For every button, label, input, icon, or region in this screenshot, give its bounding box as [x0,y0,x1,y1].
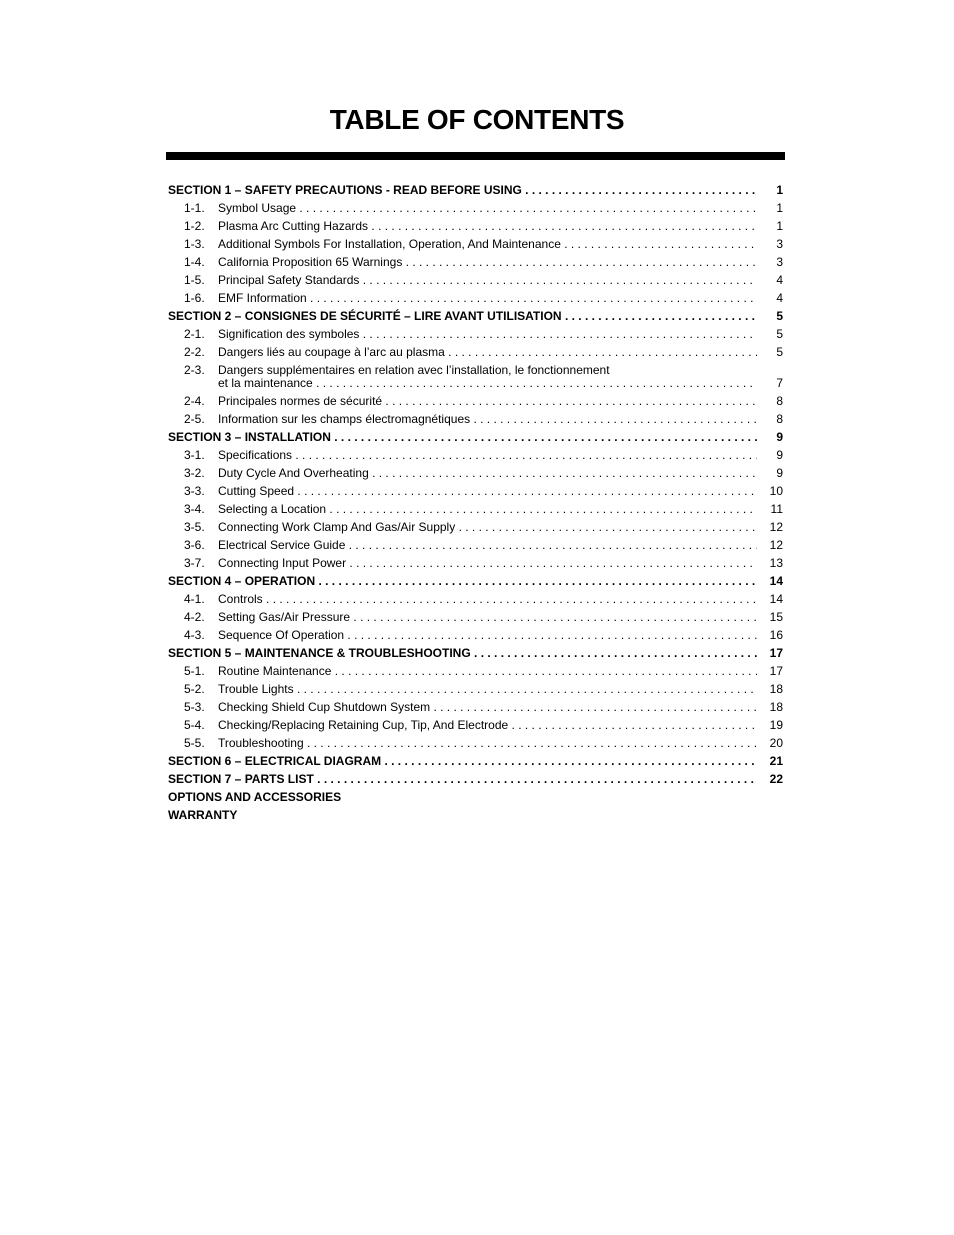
item-title-continued: et la maintenance . . . [218,374,757,392]
page-number: 17 [769,664,783,678]
item-title: Duty Cycle And Overheating . . . [218,464,757,482]
toc-item-entry[interactable] [168,271,783,289]
toc-item-entry[interactable] [168,698,783,716]
toc-section-entry[interactable] [168,572,783,590]
toc-item-entry[interactable] [168,253,783,271]
page-number: 9 [776,466,783,480]
section-title: OPTIONS AND ACCESSORIES [168,790,342,804]
toc-section-entry[interactable] [168,788,783,806]
page-number: 9 [776,430,783,444]
item-number: 5-5. [184,736,205,750]
page-number: 4 [776,291,783,305]
toc-item-entry[interactable] [168,325,783,343]
page-number: 22 [769,772,783,786]
item-title: Electrical Service Guide . . . [218,536,757,554]
toc-section-entry[interactable] [168,307,783,325]
item-title: Dangers supplémentaires en relation avec l’installation, le fonctionnement [218,363,610,377]
item-title: EMF Information . . . [218,289,757,307]
item-number: 2-5. [184,412,205,426]
toc-item-entry[interactable] [168,343,783,361]
section-title: SECTION 4 – OPERATION . . . [168,572,757,590]
item-title: Trouble Lights . . . [218,680,757,698]
item-number: 1-3. [184,237,205,251]
toc-item-entry[interactable] [168,716,783,734]
item-number: 3-2. [184,466,205,480]
item-number: 4-2. [184,610,205,624]
item-number: 1-1. [184,201,205,215]
item-number: 3-1. [184,448,205,462]
toc-item-entry[interactable] [168,235,783,253]
item-title: Cutting Speed . . . [218,482,757,500]
page-number: 3 [776,255,783,269]
item-number: 4-3. [184,628,205,642]
toc-item-entry[interactable] [168,500,783,518]
page-number: 4 [776,273,783,287]
item-title: Additional Symbols For Installation, Operation, And Maintenance . . . [218,235,757,253]
table-of-contents [168,181,783,824]
item-title: California Proposition 65 Warnings . . . [218,253,757,271]
section-title: SECTION 7 – PARTS LIST . . . [168,770,757,788]
section-title: SECTION 1 – SAFETY PRECAUTIONS - READ BEFORE USING . . . [168,181,757,199]
section-title: SECTION 2 – CONSIGNES DE SÉCURITÉ – LIRE AVANT UTILISATION . . . [168,307,757,325]
item-number: 3-5. [184,520,205,534]
page-number: 1 [776,201,783,215]
page-number: 1 [776,183,783,197]
page-number: 1 [776,219,783,233]
page-number: 8 [776,412,783,426]
toc-item-entry[interactable] [168,289,783,307]
toc-section-entry[interactable] [168,181,783,199]
item-title: Checking/Replacing Retaining Cup, Tip, And Electrode . . . [218,716,757,734]
item-number: 2-4. [184,394,205,408]
item-title: Connecting Work Clamp And Gas/Air Supply . . . [218,518,757,536]
toc-item-entry[interactable] [168,734,783,752]
page-number: 16 [769,628,783,642]
toc-item-entry[interactable] [168,410,783,428]
item-title: Principal Safety Standards . . . [218,271,757,289]
toc-item-entry[interactable] [168,518,783,536]
item-number: 1-4. [184,255,205,269]
toc-item-entry[interactable] [168,482,783,500]
toc-item-entry[interactable] [168,361,783,392]
page-number: 9 [776,448,783,462]
item-number: 5-2. [184,682,205,696]
item-number: 5-3. [184,700,205,714]
item-number: 3-7. [184,556,205,570]
section-title: SECTION 3 – INSTALLATION . . . [168,428,757,446]
toc-section-entry[interactable] [168,428,783,446]
item-title: Selecting a Location . . . [218,500,757,518]
toc-section-entry[interactable] [168,752,783,770]
page-number: 18 [769,700,783,714]
item-number: 1-6. [184,291,205,305]
item-number: 5-4. [184,718,205,732]
item-number: 5-1. [184,664,205,678]
page-number: 5 [776,327,783,341]
item-title: Specifications . . . [218,446,757,464]
title-divider [166,152,785,160]
section-title: SECTION 5 – MAINTENANCE & TROUBLESHOOTING . . . [168,644,757,662]
item-title: Checking Shield Cup Shutdown System . . . [218,698,757,716]
item-title: Setting Gas/Air Pressure . . . [218,608,757,626]
page-number: 12 [769,520,783,534]
page-number: 13 [769,556,783,570]
item-number: 3-4. [184,502,205,516]
toc-item-entry[interactable] [168,554,783,572]
item-title: Controls . . . [218,590,757,608]
toc-section-entry[interactable] [168,806,783,824]
section-title: SECTION 6 – ELECTRICAL DIAGRAM . . . [168,752,757,770]
toc-item-entry[interactable] [168,446,783,464]
item-number: 2-3. [184,363,205,377]
page-number: 7 [776,376,783,390]
item-title: Connecting Input Power . . . [218,554,757,572]
page-number: 17 [769,646,783,660]
item-number: 3-6. [184,538,205,552]
toc-item-entry[interactable] [168,392,783,410]
toc-section-entry[interactable] [168,644,783,662]
toc-item-entry[interactable] [168,464,783,482]
item-number: 4-1. [184,592,205,606]
item-number: 1-5. [184,273,205,287]
page-number: 10 [769,484,783,498]
toc-item-entry[interactable] [168,199,783,217]
toc-item-entry[interactable] [168,608,783,626]
toc-item-entry[interactable] [168,626,783,644]
item-number: 2-1. [184,327,205,341]
item-number: 2-2. [184,345,205,359]
page-number: 14 [769,574,783,588]
item-title: Principales normes de sécurité . . . [218,392,757,410]
page-number: 5 [776,345,783,359]
item-title: Troubleshooting . . . [218,734,757,752]
toc-section-entry[interactable] [168,770,783,788]
page-number: 15 [769,610,783,624]
item-title: Signification des symboles . . . [218,325,757,343]
item-title: Plasma Arc Cutting Hazards . . . [218,217,757,235]
page-number: 20 [769,736,783,750]
page-number: 19 [769,718,783,732]
toc-item-entry[interactable] [168,590,783,608]
page-title: TABLE OF CONTENTS [329,104,625,135]
page-number: 8 [776,394,783,408]
page-number: 5 [776,309,783,323]
page-number: 21 [769,754,783,768]
item-title: Routine Maintenance . . . [218,662,757,680]
item-title: Symbol Usage . . . [218,199,757,217]
page-number: 14 [769,592,783,606]
page-number: 12 [769,538,783,552]
toc-item-entry[interactable] [168,217,783,235]
item-number: 3-3. [184,484,205,498]
page-number: 11 [770,502,783,516]
toc-item-entry[interactable] [168,662,783,680]
item-title: Information sur les champs électromagnétiques . . . [218,410,757,428]
toc-item-entry[interactable] [168,536,783,554]
item-number: 1-2. [184,219,205,233]
page-number: 18 [769,682,783,696]
toc-item-entry[interactable] [168,680,783,698]
section-title: WARRANTY [168,808,238,822]
item-title: Sequence Of Operation . . . [218,626,757,644]
item-title: Dangers liés au coupage à l’arc au plasma . . . [218,343,757,361]
page-number: 3 [776,237,783,251]
